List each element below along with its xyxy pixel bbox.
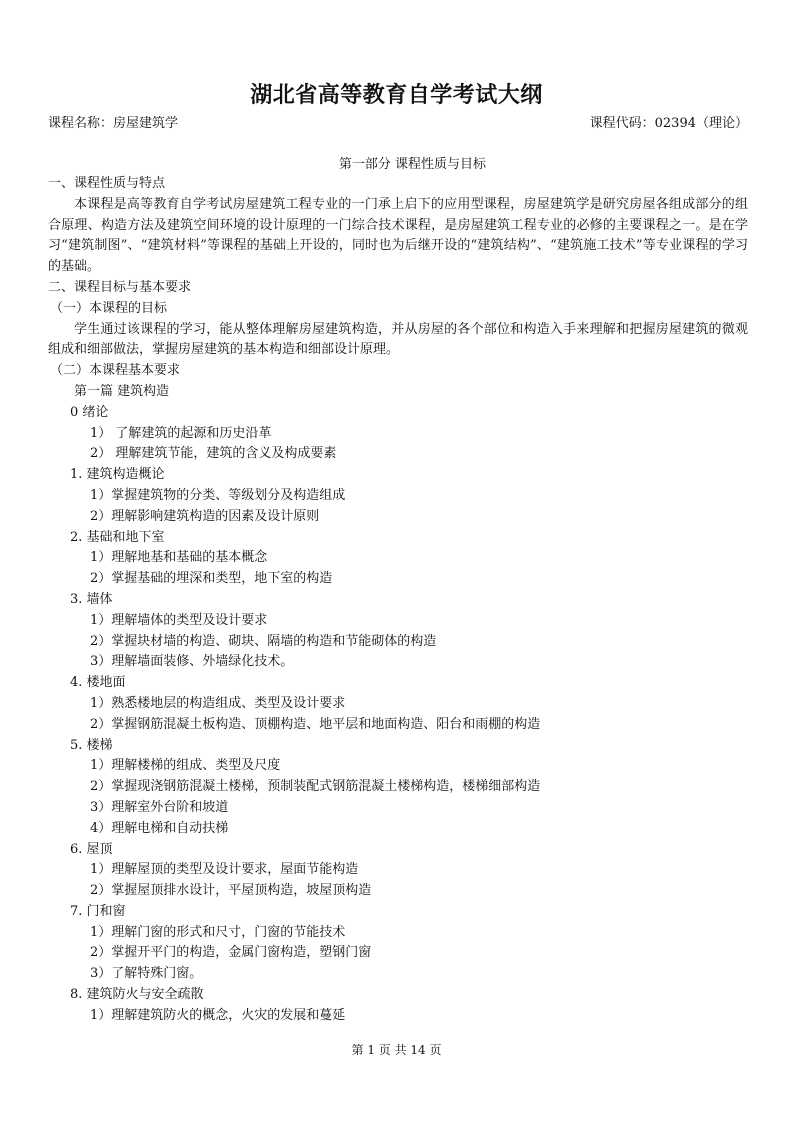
list-item: 1） 了解建筑的起源和历史沿革 — [90, 425, 272, 441]
list-item: 4）理解电梯和自动扶梯 — [90, 820, 229, 836]
list-item: 2） 理解建筑节能，建筑的含义及构成要素 — [90, 446, 337, 462]
section-heading: 2. 基础和地下室 — [70, 529, 165, 545]
document-body — [48, 174, 748, 1027]
section-heading: 二、课程目标与基本要求 — [48, 279, 192, 295]
list-item: 1）理解楼梯的组成、类型及尺度 — [90, 758, 281, 774]
list-item: 3）理解室外台阶和坡道 — [90, 799, 229, 815]
list-item: 2）掌握现浇钢筋混凝土楼梯，预制装配式钢筋混凝土楼梯构造，楼梯细部构造 — [90, 779, 541, 795]
list-item: 2）掌握开平门的构造，金属门窗构造，塑钢门窗 — [90, 945, 372, 961]
section-heading: 8. 建筑防火与安全疏散 — [70, 987, 204, 1003]
list-item: 1）理解门窗的形式和尺寸，门窗的节能技术 — [90, 924, 346, 940]
list-item: 1）理解建筑防火的概念，火灾的发展和蔓延 — [90, 1007, 346, 1023]
section-heading: 一、课程性质与特点 — [48, 176, 166, 191]
list-item: 2）理解影响建筑构造的因素及设计原则 — [90, 508, 320, 524]
part-title: 第一部分 课程性质与目标 — [338, 157, 487, 172]
list-item: 2）掌握块材墙的构造、砌块、隔墙的构造和节能砌体的构造 — [90, 633, 437, 649]
list-item: 1）熟悉楼地层的构造组成、类型及设计要求 — [90, 695, 346, 711]
section-heading: 6. 屋顶 — [70, 841, 113, 857]
course-code: 课程代码：02394（理论） — [589, 116, 748, 131]
section-heading: 7. 门和窗 — [70, 903, 126, 919]
list-item: 2）掌握屋顶排水设计，平屋顶构造，坡屋顶构造 — [90, 883, 372, 899]
course-meta — [48, 112, 748, 131]
course-name: 课程名称：房屋建筑学 — [48, 116, 179, 131]
section-heading: （一）本课程的目标 — [50, 300, 168, 316]
section-heading: 0 绪论 — [70, 404, 109, 420]
section-heading: 1. 建筑构造概论 — [70, 467, 165, 483]
paragraph: 学生通过该课程的学习，能从整体理解房屋建筑构造，并从房屋的各个部位和构造入手来理解和把握房屋建筑的微观组成和细部做法，掌握房屋建筑的基本构造和细部设计原理。 — [48, 321, 748, 358]
list-item: 1）掌握建筑物的分类、等级划分及构造组成 — [90, 487, 346, 503]
page-footer: 第 1 页 共 14 页 — [351, 1043, 442, 1057]
list-item: 1）理解屋顶的类型及设计要求，屋面节能构造 — [90, 862, 359, 878]
list-item: 1）理解墙体的类型及设计要求 — [90, 612, 268, 628]
list-item: 3）理解墙面装修、外墙绿化技术。 — [90, 654, 294, 670]
section-heading: 3. 墙体 — [70, 591, 113, 607]
list-item: 3）了解特殊门窗。 — [90, 966, 203, 982]
section-heading: （二）本课程基本要求 — [50, 363, 181, 379]
list-item: 1）理解地基和基础的基本概念 — [90, 550, 268, 566]
paragraph: 本课程是高等教育自学考试房屋建筑工程专业的一门承上启下的应用型课程，房屋建筑学是研究房屋各组成部分的组合原理、构造方法及建筑空间环境的设计原理的一门综合技术课程，是房屋建筑工程专业的必修的主要课程之一。是在学习“建筑制图”、“建筑材料”等课程的基础上开设的，同时也为后继开设的“建筑结构”、“建筑施工技术”等专业课程的学习的基础。 — [48, 196, 748, 275]
section-heading: 5. 楼梯 — [70, 737, 113, 753]
document-title: 湖北省高等教育自学考试大纲 — [250, 83, 543, 108]
list-item: 2）掌握钢筋混凝土板构造、顶棚构造、地平层和地面构造、阳台和雨棚的构造 — [90, 716, 541, 732]
section-heading: 4. 楼地面 — [70, 675, 126, 691]
section-heading: 第一篇 建筑构造 — [74, 383, 170, 399]
list-item: 2）掌握基础的埋深和类型，地下室的构造 — [90, 571, 333, 587]
